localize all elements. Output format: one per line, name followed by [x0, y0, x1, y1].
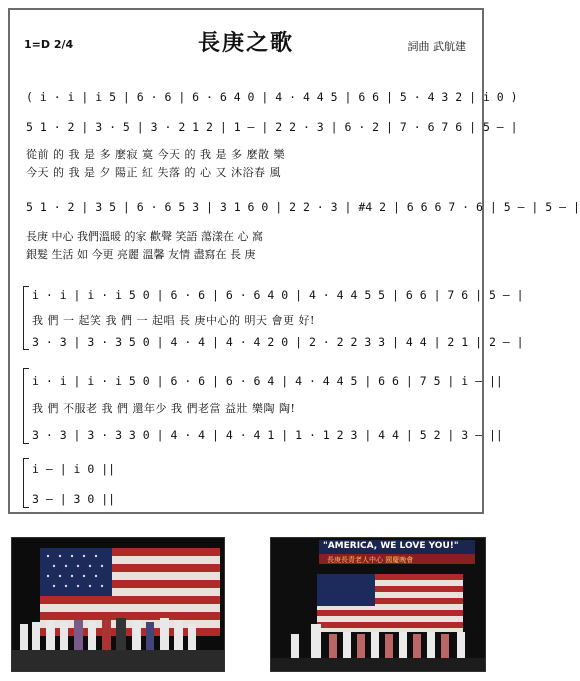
system-brace-1 [23, 286, 29, 350]
stage-photo-left [11, 537, 225, 672]
score-line-5-notes: 3 · 3 | 3 · 3 5 0 | 4 · 4 | 4 · 4 2 0 | 2 · 2 2 3 3 | 4 4 | 2 1 | 2 — | [32, 335, 524, 349]
score-line-2-lyric-2: 今天 的 我 是 夕 陽正 紅 失落 的 心 又 沐浴春 風 [26, 166, 281, 179]
score-line-2-notes: 5 1 · 2 | 3 · 5 | 3 · 2 1 2 | 1 — | 2 2 · 3 | 6 · 2 | 7 · 6 7 6 | 5 — | [26, 120, 518, 134]
stage-photo-left-image [12, 538, 224, 671]
subbanner-text: 長庚長青老人中心 國慶晚會 [327, 556, 414, 564]
stage-photo-right [270, 537, 486, 672]
score-line-7-notes: 3 · 3 | 3 · 3 3 0 | 4 · 4 | 4 · 4 1 | 1 · 1 2 3 | 4 4 | 5 2 | 3 — || [32, 428, 503, 442]
score-line-8-notes: i — | i 0 || [32, 462, 116, 476]
banner-text: "AMERICA, WE LOVE YOU!" [323, 541, 459, 551]
score-line-4-notes: i · i | i · i 5 0 | 6 · 6 | 6 · 6 4 0 | 4 · 4 4 5 5 | 6 6 | 7 6 | 5 — | [32, 288, 524, 302]
score-line-3-lyric-2: 銀髮 生活 如 今更 亮麗 溫馨 友情 盡寫在 長 庚 [26, 248, 256, 261]
composer-credit: 詞曲 武航建 [407, 40, 466, 53]
score-line-2-lyric-1: 從前 的 我 是 多 麼寂 寞 今天 的 我 是 多 麼散 樂 [26, 148, 285, 161]
music-sheet-frame [8, 8, 580, 514]
system-brace-3 [23, 458, 29, 508]
song-title: 長庚之歌 [197, 30, 294, 56]
score-line-6-notes: i · i | i · i 5 0 | 6 · 6 | 6 · 6 4 | 4 · 4 4 5 | 6 6 | 7 5 | i — || [32, 374, 503, 388]
score-line-9-notes: 3 — | 3 0 || [32, 492, 116, 506]
key-signature: 1=D 2/4 [24, 38, 74, 51]
score-line-1-notes: ( i · i | i 5 | 6 · 6 | 6 · 6 4 0 | 4 · 4 4 5 | 6 6 | 5 · 4 3 2 | i 0 ) [26, 90, 518, 104]
score-line-3-notes: 5 1 · 2 | 3 5 | 6 · 6 5 3 | 3 1 6 0 | 2 2 · 3 | #4 2 | 6 6 6 7 · 6 | 5 — | 5 — | [26, 200, 580, 214]
score-line-4-lyric: 我 們 一 起笑 我 們 一 起唱 長 庚中心的 明天 會更 好! [32, 314, 315, 327]
american-flag-right [317, 574, 463, 632]
score-line-6-lyric: 我 們 不服老 我 們 還年少 我 們老當 益壯 樂陶 陶! [32, 402, 296, 415]
system-brace-2 [23, 368, 29, 444]
score-line-3-lyric-1: 長庚 中心 我們溫暖 的家 歡聲 笑語 蕩漾在 心 窩 [26, 230, 263, 243]
